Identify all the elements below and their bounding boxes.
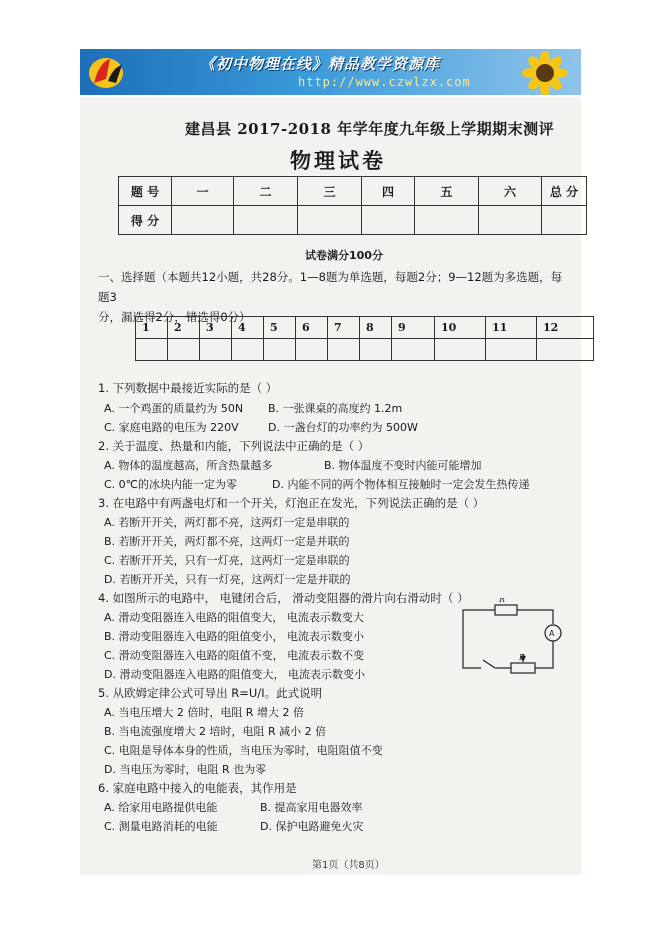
question-option: A. 一个鸡蛋的质量约为 50N [104,402,244,415]
answer-number: 1 [136,317,168,339]
question-option: D. 若断开开关，只有一灯亮，这两灯一定是并联的 [104,573,351,586]
score-header-cell: 总 分 [542,177,587,206]
answer-number: 6 [296,317,328,339]
answer-number: 5 [264,317,296,339]
circuit-label-r1: R [499,598,506,604]
answer-cell[interactable] [435,339,486,361]
answer-cell[interactable] [136,339,168,361]
question-option: B. 物体温度不变时内能可能增加 [324,459,482,472]
question-option: A. 若断开开关，两灯都不亮，这两灯一定是串联的 [104,516,350,529]
answer-table [135,316,594,361]
answer-cell[interactable] [392,339,435,361]
question-option: C. 0℃的冰块内能一定为零 [104,478,238,491]
question-stem: 1. 下列数据中最接近实际的是（ ） [98,381,278,395]
question-option: C. 若断开开关，只有一灯亮，这两灯一定是串联的 [104,554,350,567]
sunflower-icon [515,51,575,95]
score-cell[interactable] [234,206,298,235]
question-option: C. 滑动变阻器连入电路的阻值不变， 电流表示数不变 [104,649,365,662]
score-row [119,206,587,235]
banner-title: 《初中物理在线》精品教学资源库 [200,55,441,73]
score-header-cell: 二 [234,177,298,206]
question-option: B. 当电流强度增大 2 培时，电阻 R 减小 2 倍 [104,725,327,738]
answer-cell[interactable] [168,339,200,361]
score-header-cell: 五 [415,177,479,206]
question-option: C. 家庭电路的电压为 220V [104,421,239,434]
answer-cell[interactable] [360,339,392,361]
circuit-diagram [455,598,575,680]
section-1-intro-line: 分，漏选得2分，错选得0分） [98,310,251,324]
answer-cell[interactable] [200,339,232,361]
exam-title: 建昌县 2017-2018 年学年度九年级上学期期末测评 [185,120,555,138]
question-stem: 6. 家庭电路中接入的电能表，其作用是 [98,781,297,795]
answer-cell[interactable] [486,339,537,361]
circuit-label-meter: A [549,629,555,638]
score-cell[interactable] [415,206,479,235]
answer-number: 12 [537,317,594,339]
question-option: A. 物体的温度越高，所含热量越多 [104,459,273,472]
question-option: B. 提高家用电器效率 [260,801,363,814]
answer-number: 3 [200,317,232,339]
question-option: B. 一张课桌的高度约 1.2m [268,402,403,415]
answer-cell[interactable] [296,339,328,361]
score-header-row [119,177,587,206]
score-cell[interactable] [362,206,415,235]
question-option: D. 滑动变阻器连入电路的阻值变大， 电流表示数变小 [104,668,365,681]
answer-number: 10 [435,317,486,339]
score-cell[interactable] [479,206,542,235]
question-stem: 4. 如图所示的电路中， 电键闭合后， 滑动变阻器的滑片向右滑动时（ ） [98,591,469,605]
answer-number: 8 [360,317,392,339]
answer-cell[interactable] [232,339,264,361]
answer-number: 7 [328,317,360,339]
answer-number: 4 [232,317,264,339]
logo-icon [86,53,126,91]
question-option: D. 保护电路避免火灾 [260,820,364,833]
question-option: C. 测量电路消耗的电能 [104,820,218,833]
question-option: D. 一盏台灯的功率约为 500W [268,421,418,434]
question-option: D. 当电压为零时，电阻 R 也为零 [104,763,267,776]
score-header-cell: 六 [479,177,542,206]
question-option: B. 若断开开关，两灯都不亮，这两灯一定是并联的 [104,535,350,548]
subject-title: 物理试卷 [290,148,386,173]
question-option: B. 滑动变阻器连入电路的阻值变小， 电流表示数变小 [104,630,365,643]
header-banner [80,49,581,95]
score-cell[interactable] [172,206,234,235]
question-option: C. 电阻是导体本身的性质，当电压为零时，电阻阻值不变 [104,744,383,757]
score-cell[interactable] [298,206,362,235]
score-header-cell: 题 号 [119,177,172,206]
question-option: A. 滑动变阻器连入电路的阻值变大， 电流表示数变大 [104,611,364,624]
question-stem: 2. 关于温度、热量和内能，下列说法中正确的是（ ） [98,439,370,453]
question-stem: 3. 在电路中有两盏电灯和一个开关，灯泡正在发光，下列说法正确的是（ ） [98,496,485,510]
circuit-label-r2: R [519,653,526,662]
section-1-intro-line: 一、选择题（本题共12小题，共28分。1—8题为单选题，每题2分；9—12题为多选题，每题3 [98,270,563,304]
answer-cell[interactable] [328,339,360,361]
answer-row [136,339,594,361]
score-cell[interactable] [542,206,587,235]
answer-number-row [136,317,594,339]
answer-number: 11 [486,317,537,339]
question-stem: 5. 从欧姆定律公式可导出 R=U/I。此式说明 [98,686,323,700]
score-header-cell: 一 [172,177,234,206]
score-row-label: 得 分 [119,206,172,235]
banner-url[interactable]: http://www.czwlzx.com [298,75,471,89]
question-option: A. 当电压增大 2 倍时，电阻 R 增大 2 倍 [104,706,304,719]
score-header-cell: 三 [298,177,362,206]
score-header-cell: 四 [362,177,415,206]
score-table [118,176,587,235]
full-mark-note: 试卷满分100分 [305,249,383,262]
answer-cell[interactable] [264,339,296,361]
answer-number: 9 [392,317,435,339]
answer-cell[interactable] [537,339,594,361]
page-footer: 第1页（共8页） [312,860,385,871]
question-option: D. 内能不同的两个物体相互接触时一定会发生热传递 [272,478,530,491]
answer-number: 2 [168,317,200,339]
question-option: A. 给家用电路提供电能 [104,801,218,814]
